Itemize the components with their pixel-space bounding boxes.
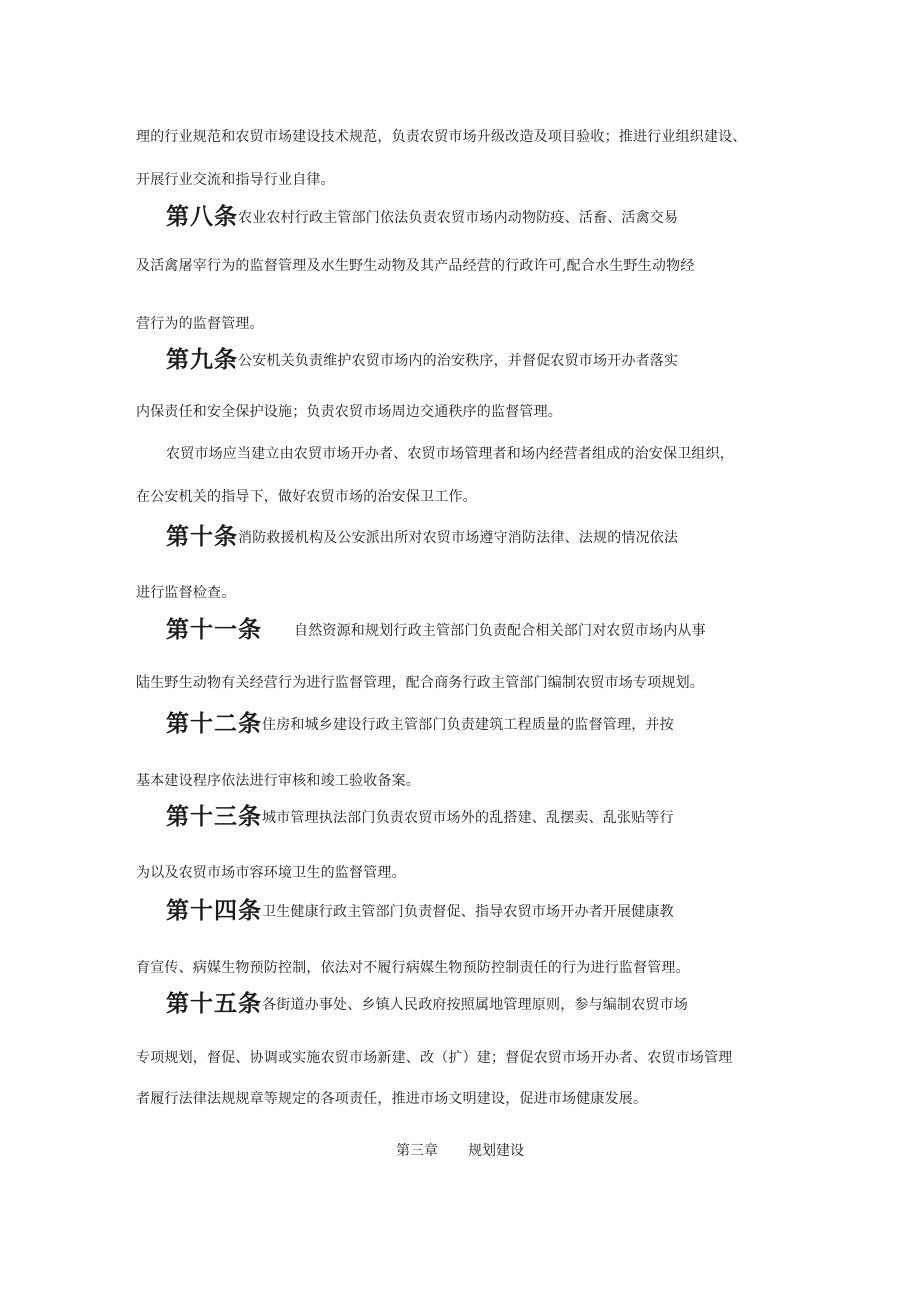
- article-text: 消防救援机构及公安派出所对农贸市场遵守消防法律、法规的情况依法: [238, 530, 679, 546]
- article-text: 住房和城乡建设行政主管部门负责建筑工程质量的监督管理，并按: [262, 717, 674, 733]
- text-line: 基本建设程序依法进行审核和竣工验收备案。: [136, 773, 420, 789]
- article-text: 农业农村行政主管部门依法负责农贸市场内动物防疫、活畜、活禽交易: [238, 210, 679, 226]
- text-line: 专项规划，督促、协调或实施农贸市场新建、改（扩）建；督促农贸市场开办者、农贸市场管理: [136, 1050, 733, 1066]
- chapter-heading: [0, 1141, 920, 1161]
- article-12: [166, 710, 674, 739]
- article-label: 第十三条: [166, 804, 262, 830]
- article-text: 城市管理执法部门负责农贸市场外的乱搭建、乱摆卖、乱张贴等行: [262, 810, 674, 826]
- article-label: 第十五条: [166, 991, 262, 1017]
- text-line: 陆生野生动物有关经营行为进行监督管理，配合商务行政主管部门编制农贸市场专项规划。: [136, 675, 704, 691]
- article-15: [166, 990, 688, 1019]
- article-14: [166, 897, 674, 926]
- article-label: 第十条: [166, 524, 238, 550]
- chapter-title: 规划建设: [468, 1143, 524, 1159]
- text-line: 者履行法律法规规章等规定的各项责任，推进市场文明建设，促进市场健康发展。: [136, 1091, 648, 1107]
- article-13: [166, 803, 674, 832]
- article-label: 第九条: [166, 347, 238, 373]
- article-10: [166, 523, 678, 552]
- text-line: 进行监督检查。: [136, 585, 236, 601]
- text-line: 及活禽屠宰行为的监督管理及水生野生动物及其产品经营的行政许可,配合水生野生动物经: [136, 258, 695, 274]
- article-label: 第八条: [166, 204, 238, 230]
- article-11: [166, 616, 706, 645]
- text-line: 育宣传、病媒生物预防控制，依法对不履行病媒生物预防控制责任的行为进行监督管理。: [136, 960, 690, 976]
- article-label: 第十一条: [166, 617, 262, 643]
- text-line: 为以及农贸市场市容环境卫生的监督管理。: [136, 865, 406, 881]
- text-line: 理的行业规范和农贸市场建设技术规范，负责农贸市场升级改造及项目验收；推进行业组织建设、: [136, 129, 747, 145]
- article-8: [166, 203, 678, 232]
- article-label: 第十二条: [166, 711, 262, 737]
- text-line: 内保责任和安全保护设施；负责农贸市场周边交通秩序的监督管理。: [136, 404, 562, 420]
- article-text: 自然资源和规划行政主管部门负责配合相关部门对农贸市场内从事: [294, 623, 706, 639]
- text-line: 营行为的监督管理。: [136, 316, 264, 332]
- text-line: 农贸市场应当建立由农贸市场开办者、农贸市场管理者和场内经营者组成的治安保卫组织，: [166, 446, 734, 462]
- article-text: 卫生健康行政主管部门负责督促、指导农贸市场开办者开展健康教: [262, 904, 674, 920]
- article-text: 各街道办事处、乡镇人民政府按照属地管理原则，参与编制农贸市场: [262, 997, 688, 1013]
- article-label: 第十四条: [166, 898, 262, 924]
- text-line: 开展行业交流和指导行业自律。: [136, 172, 335, 188]
- chapter-number: 第三章: [396, 1143, 438, 1159]
- article-text: 公安机关负责维护农贸市场内的治安秩序，并督促农贸市场开办者落实: [238, 353, 679, 369]
- text-line: 在公安机关的指导下，做好农贸市场的治安保卫工作。: [136, 489, 477, 505]
- article-9: [166, 346, 678, 375]
